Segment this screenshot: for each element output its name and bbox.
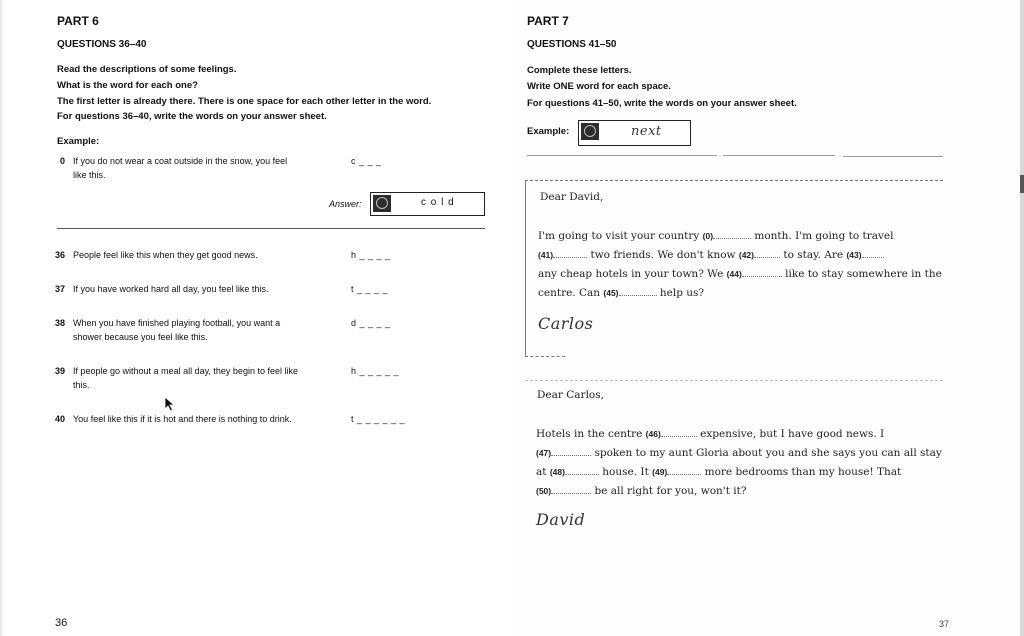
answer-blank: t _ _ _ _ _ _ [351,414,406,424]
question-text: You feel like this if it is hot and there is nothing to drink. [73,414,292,424]
example-answer-box [578,120,691,146]
letter-2-line: (50) be all right for you, won't it? [536,485,747,497]
page-number: 36 [55,617,68,629]
question-number: 39 [55,366,66,376]
letter-2-line: at (48) house. It (49) more bedrooms than my house! That [536,466,902,478]
question-text: this. [73,380,90,390]
example-blank: c _ _ _ [351,156,382,166]
question-text: shower because you feel like this. [73,332,208,342]
page-number: 37 [939,619,950,629]
letter-1-line: (41) two friends. We don't know (42) to stay. Are (43) [538,249,884,261]
example-answer-box [370,192,485,216]
answer-sheet-icon [581,123,599,140]
questions-41-50-title: QUESTIONS 41–50 [527,39,617,50]
instruction-line: What is the word for each one? [57,80,198,91]
part-7-title: PART 7 [527,14,569,28]
answer-blank: d _ _ _ _ [351,318,391,328]
question-text: If you have worked hard all day, you feel like this. [73,284,269,294]
instruction-line: Read the descriptions of some feelings. [57,64,237,75]
answer-blank: h _ _ _ _ [351,250,391,260]
answer-word: c o l d [421,197,455,208]
example-label: Example: [57,136,100,147]
letter-2-greeting: Dear Carlos, [537,389,604,401]
right-page [510,0,1020,636]
instruction-line: Write ONE word for each space. [527,81,671,92]
divider [525,380,943,381]
mouse-cursor-icon [164,396,176,412]
question-number: 40 [55,414,66,424]
question-text: When you have finished playing football, you want a [73,318,281,328]
answer-label: Answer: [329,199,362,209]
letter-1-line: I'm going to visit your country (0) month. I'm going to travel [538,230,894,242]
part-6-title: PART 6 [57,14,99,28]
answer-blank: h _ _ _ _ _ [351,366,400,376]
divider [525,180,943,181]
instruction-line: For questions 41–50, write the words on your answer sheet. [527,98,797,109]
questions-36-40-title: QUESTIONS 36–40 [57,39,147,50]
letter-1-greeting: Dear David, [540,191,604,203]
question-text: People feel like this when they get good news. [73,250,258,260]
instruction-line: Complete these letters. [527,65,632,76]
example-number: 0 [60,156,66,166]
divider [57,228,485,229]
question-number: 38 [55,318,66,328]
question-text: If people go without a meal all day, they begin to feel like [73,366,298,376]
instruction-line: For questions 36–40, write the words on your answer sheet. [57,111,327,122]
example-label: Example: [527,126,570,137]
divider [525,356,565,357]
answer-sheet-icon [373,195,391,212]
scroll-thumb[interactable] [1020,175,1024,193]
instruction-line: The first letter is already there. There is one space for each other letter in the word. [57,96,432,107]
example-text: like this. [73,170,106,180]
letter-1-line: centre. Can (45) help us? [538,287,705,299]
answer-blank: t _ _ _ _ [351,284,389,294]
divider [723,155,835,156]
letter-2-line: Hotels in the centre (46) expensive, but I have good news. I [536,428,885,440]
divider [527,155,717,156]
scrollbar[interactable] [1020,0,1024,636]
example-answer-word: next [631,124,662,139]
letter-1-signature: Carlos [538,314,594,333]
question-number: 37 [55,284,66,294]
question-number: 36 [55,250,66,260]
letter-2-signature: David [536,510,586,529]
letter-2-line: (47) spoken to my aunt Gloria about you and she says you can all stay [536,447,942,459]
left-page [2,0,510,636]
letter-1-line: any cheap hotels in your town? We (44) like to stay somewhere in the [538,268,942,280]
example-text: If you do not wear a coat outside in the snow, you feel [73,156,288,166]
divider [843,156,943,157]
